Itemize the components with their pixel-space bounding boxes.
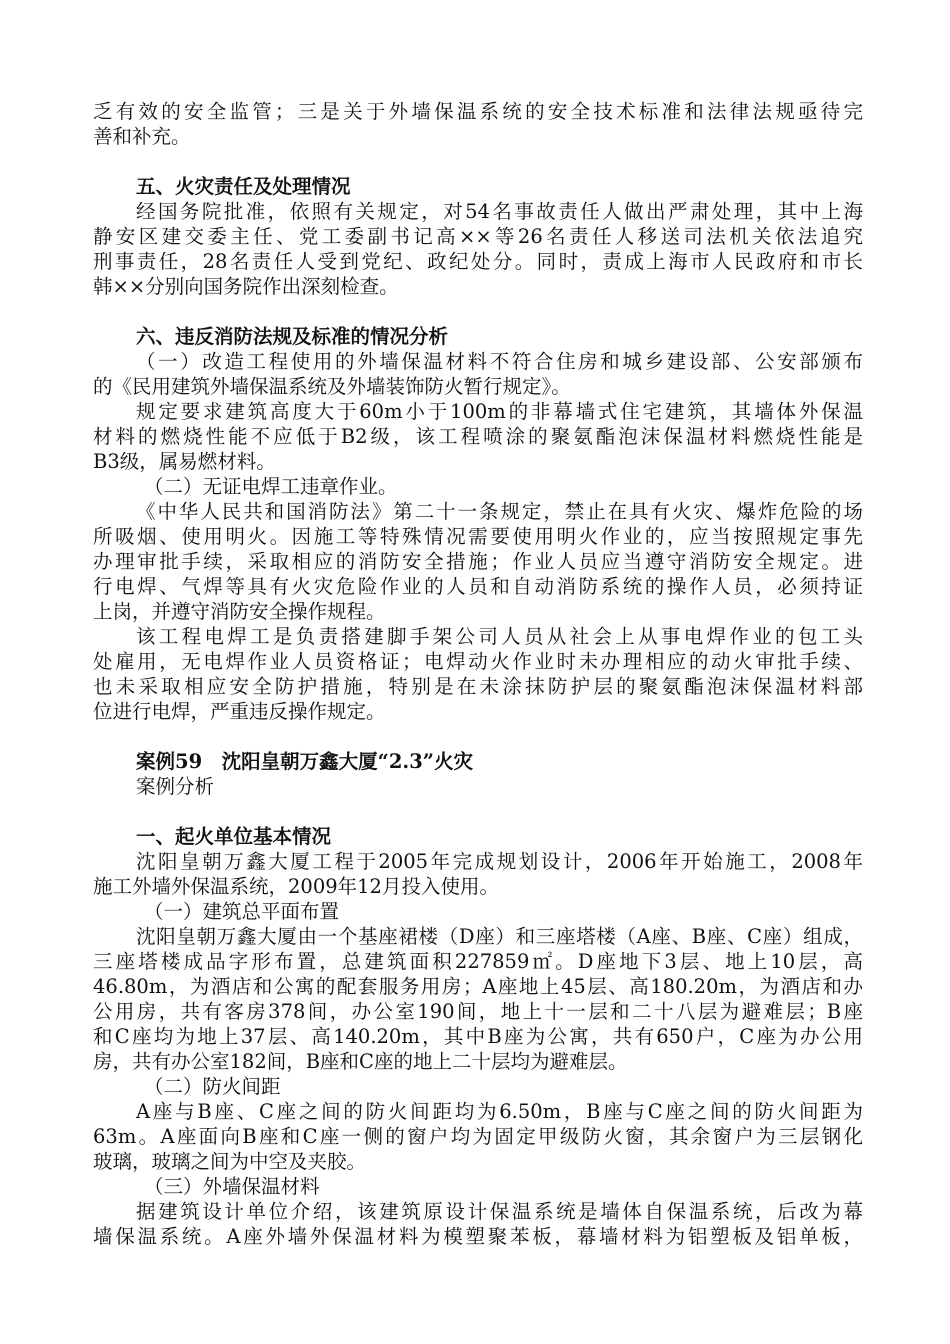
text-line: 46.80m，为酒店和公寓的配套服务用房；A座地上45层、高180.20m，为酒店和办 bbox=[93, 975, 863, 998]
text-line: 乏有效的安全监管；三是关于外墙保温系统的安全技术标准和法律法规亟待完 bbox=[93, 100, 863, 123]
case-subtitle: 案例分析 bbox=[136, 775, 215, 798]
subsection-heading: （二）无证电焊工违章作业。 bbox=[144, 475, 398, 498]
text-line: B3级，属易燃材料。 bbox=[93, 450, 276, 473]
section-heading: 一、起火单位基本情况 bbox=[136, 825, 332, 848]
text-line: 也未采取相应安全防护措施，特别是在未涂抹防护层的聚氨酯泡沫保温材料部 bbox=[93, 675, 863, 698]
section-heading: 五、火灾责任及处理情况 bbox=[136, 175, 351, 198]
text-line: 规定要求建筑高度大于60m小于100m的非幕墙式住宅建筑，其墙体外保温 bbox=[136, 400, 863, 423]
text-line: 《中华人民共和国消防法》第二十一条规定，禁止在具有火灾、爆炸危险的场 bbox=[136, 500, 863, 523]
text-line: 韩××分别向国务院作出深刻检查。 bbox=[93, 275, 399, 298]
text-line: 施工外墙外保温系统，2009年12月投入使用。 bbox=[93, 875, 499, 898]
subsection-heading: （一）建筑总平面布置 bbox=[144, 900, 340, 923]
text-line: 材料的燃烧性能不应低于B2级，该工程喷涂的聚氨酯泡沫保温材料燃烧性能是 bbox=[93, 425, 863, 448]
text-line: 善和补充。 bbox=[93, 125, 191, 148]
text-line: 三座塔楼成品字形布置，总建筑面积227859㎡。D座地下3层、地上10层，高 bbox=[93, 950, 863, 973]
text-line: 63m。A座面向B座和C座一侧的窗户均为固定甲级防火窗，其余窗户为三层钢化 bbox=[93, 1125, 863, 1148]
text-line: 玻璃，玻璃之间为中空及夹胶。 bbox=[93, 1150, 367, 1173]
text-line: 上岗，并遵守消防安全操作规程。 bbox=[93, 600, 386, 623]
text-line: 行电焊、气焊等具有火灾危险作业的人员和自动消防系统的操作人员，必须持证 bbox=[93, 575, 863, 598]
text-line: 处雇用，无电焊作业人员资格证；电焊动火作业时未办理相应的动火审批手续、 bbox=[93, 650, 863, 673]
text-line: A座与B座、C座之间的防火间距均为6.50m，B座与C座之间的防火间距为 bbox=[136, 1100, 863, 1123]
case-title: 案例59 沈阳皇朝万鑫大厦“2.3”火灾 bbox=[136, 750, 473, 773]
text-line: 经国务院批准，依照有关规定，对54名事故责任人做出严肃处理，其中上海 bbox=[136, 200, 863, 223]
section-heading: 六、违反消防法规及标准的情况分析 bbox=[136, 325, 449, 348]
text-line: 刑事责任，28名责任人受到党纪、政纪处分。同时，责成上海市人民政府和市长 bbox=[93, 250, 863, 273]
text-line: 所吸烟、使用明火。因施工等特殊情况需要使用明火作业的，应当按照规定事先 bbox=[93, 525, 863, 548]
text-line: 据建筑设计单位介绍，该建筑原设计保温系统是墙体自保温系统，后改为幕 bbox=[136, 1200, 863, 1223]
text-line: 沈阳皇朝万鑫大厦由一个基座裙楼（D座）和三座塔楼（A座、B座、C座）组成， bbox=[136, 925, 863, 948]
text-line: 静安区建交委主任、党工委副书记高××等26名责任人移送司法机关依法追究 bbox=[93, 225, 863, 248]
text-line: 公用房，共有客房378间，办公室190间，地上十一层和二十八层为避难层；B座 bbox=[93, 1000, 863, 1023]
subsection-heading: （二）防火间距 bbox=[144, 1075, 281, 1098]
text-line: 该工程电焊工是负责搭建脚手架公司人员从社会上从事电焊作业的包工头 bbox=[136, 625, 863, 648]
text-line: 办理审批手续，采取相应的消防安全措施；作业人员应当遵守消防安全规定。进 bbox=[93, 550, 863, 573]
text-line: 的《民用建筑外墙保温系统及外墙装饰防火暂行规定》。 bbox=[93, 375, 571, 398]
subsection-heading: （三）外墙保温材料 bbox=[144, 1175, 320, 1198]
text-line: 房，共有办公室182间，B座和C座的地上二十层均为避难层。 bbox=[93, 1050, 628, 1073]
text-line: （一）改造工程使用的外墙保温材料不符合住房和城乡建设部、公安部颁布 bbox=[136, 350, 863, 373]
text-line: 沈阳皇朝万鑫大厦工程于2005年完成规划设计，2006年开始施工，2008年 bbox=[136, 850, 863, 873]
text-line: 和C座均为地上37层、高140.20m，其中B座为公寓，共有650户，C座为办公用 bbox=[93, 1025, 863, 1048]
text-line: 墙保温系统。A座外墙外保温材料为模塑聚苯板，幕墙材料为铝塑板及铝单板， bbox=[93, 1225, 863, 1248]
text-line: 位进行电焊，严重违反操作规定。 bbox=[93, 700, 386, 723]
